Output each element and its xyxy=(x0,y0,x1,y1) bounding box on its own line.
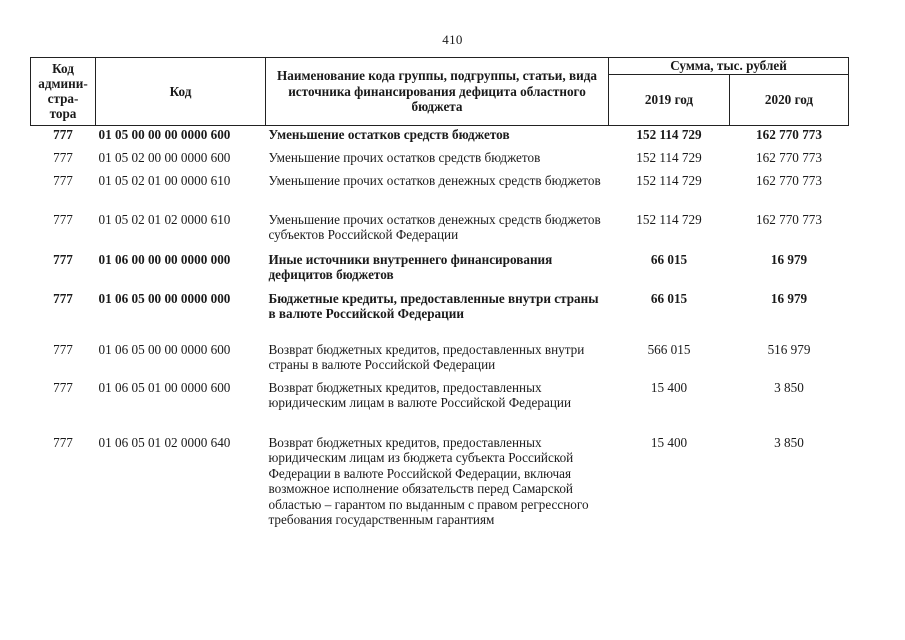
header-name: Наименование кода группы, подгруппы, статьи, вида источника финансирования дефицита областного бюджета xyxy=(266,58,609,126)
code-cell: 01 05 00 00 00 0000 600 xyxy=(98,126,231,142)
code-cell: 01 06 05 00 00 0000 000 xyxy=(98,290,231,306)
code-cell: 01 05 02 01 00 0000 610 xyxy=(98,172,231,188)
code-cell: 01 06 05 01 00 0000 600 xyxy=(98,379,231,395)
amount-2020-cell: 162 770 773 xyxy=(756,172,822,188)
header-admin-code xyxy=(31,58,96,126)
header-year-2020: 2020 год xyxy=(730,74,849,125)
table-row xyxy=(31,435,849,555)
page-number: 410 xyxy=(442,32,463,47)
amount-2020-cell: 162 770 773 xyxy=(756,126,822,142)
amount-2020-cell: 16 979 xyxy=(770,251,808,267)
table-row xyxy=(31,125,849,150)
code-cell: 01 06 00 00 00 0000 000 xyxy=(98,251,231,267)
table-row xyxy=(31,380,849,435)
amount-2020-cell: 162 770 773 xyxy=(756,149,822,165)
name-cell: Уменьшение прочих остатков денежных средств бюджетов xyxy=(268,172,601,188)
name-cell: Возврат бюджетных кредитов, предоставленных юридическим лицам из бюджета субъекта Российской Федерации в валюте Российской Федерации, включая возможное исполнение обязательств перед Самарской областью – гарантом по выданным с правом регрессного требования государственным гарантиям xyxy=(268,434,589,527)
amount-2019-cell: 152 114 729 xyxy=(636,211,702,227)
amount-2019-cell: 152 114 729 xyxy=(636,149,702,165)
code-cell: 01 05 02 01 02 0000 610 xyxy=(98,211,231,227)
admin-code-cell: 777 xyxy=(53,251,73,267)
name-cell: Возврат бюджетных кредитов, предоставленных внутри страны в валюте Российской Федерации xyxy=(268,341,585,372)
amount-2020-cell: 3 850 xyxy=(774,379,804,395)
name-cell: Уменьшение прочих остатков денежных средств бюджетов субъектов Российской Федерации xyxy=(268,211,601,242)
name-cell: Иные источники внутреннего финансирования дефицитов бюджетов xyxy=(268,251,553,282)
amount-2020-cell: 162 770 773 xyxy=(756,211,822,227)
header-admin-line: Код xyxy=(52,61,74,77)
admin-code-cell: 777 xyxy=(53,149,73,165)
amount-2019-cell: 15 400 xyxy=(650,379,688,395)
amount-2019-cell: 152 114 729 xyxy=(636,126,702,142)
admin-code-cell: 777 xyxy=(53,126,73,142)
amount-2020-cell: 16 979 xyxy=(770,290,808,306)
table-row xyxy=(31,173,849,212)
header-code: Код xyxy=(96,58,266,126)
admin-code-cell: 777 xyxy=(53,172,73,188)
admin-code-cell: 777 xyxy=(53,341,73,357)
name-cell: Уменьшение остатков средств бюджетов xyxy=(268,126,510,142)
admin-code-cell: 777 xyxy=(53,290,73,306)
table-row xyxy=(31,342,849,380)
amount-2019-cell: 66 015 xyxy=(650,290,688,306)
table-row xyxy=(31,252,849,291)
header-admin-line: тора xyxy=(49,106,77,122)
admin-code-cell: 777 xyxy=(53,434,73,450)
budget-sources-table xyxy=(30,57,849,555)
amount-2019-cell: 66 015 xyxy=(650,251,688,267)
amount-2019-cell: 15 400 xyxy=(650,434,688,450)
amount-2019-cell: 152 114 729 xyxy=(636,172,702,188)
code-cell: 01 06 05 00 00 0000 600 xyxy=(98,341,231,357)
name-cell: Бюджетные кредиты, предоставленные внутри страны в валюте Российской Федерации xyxy=(268,290,599,321)
amount-2020-cell: 516 979 xyxy=(767,341,811,357)
amount-2020-cell: 3 850 xyxy=(774,434,804,450)
admin-code-cell: 777 xyxy=(53,211,73,227)
table-row xyxy=(31,291,849,342)
name-cell: Уменьшение прочих остатков средств бюджетов xyxy=(268,149,541,165)
code-cell: 01 06 05 01 02 0000 640 xyxy=(98,434,231,450)
header-admin-line: админи- xyxy=(38,76,88,92)
table-row xyxy=(31,150,849,173)
header-year-2019: 2019 год xyxy=(609,74,730,125)
amount-2019-cell: 566 015 xyxy=(647,341,691,357)
header-row-top xyxy=(31,58,849,75)
name-cell: Возврат бюджетных кредитов, предоставленных юридическим лицам в валюте Российской Федерации xyxy=(268,379,572,410)
header-admin-line: стра- xyxy=(47,91,79,107)
admin-code-cell: 777 xyxy=(53,379,73,395)
header-sum: Сумма, тыс. рублей xyxy=(609,58,849,75)
code-cell: 01 05 02 00 00 0000 600 xyxy=(98,149,231,165)
table-row xyxy=(31,212,849,252)
